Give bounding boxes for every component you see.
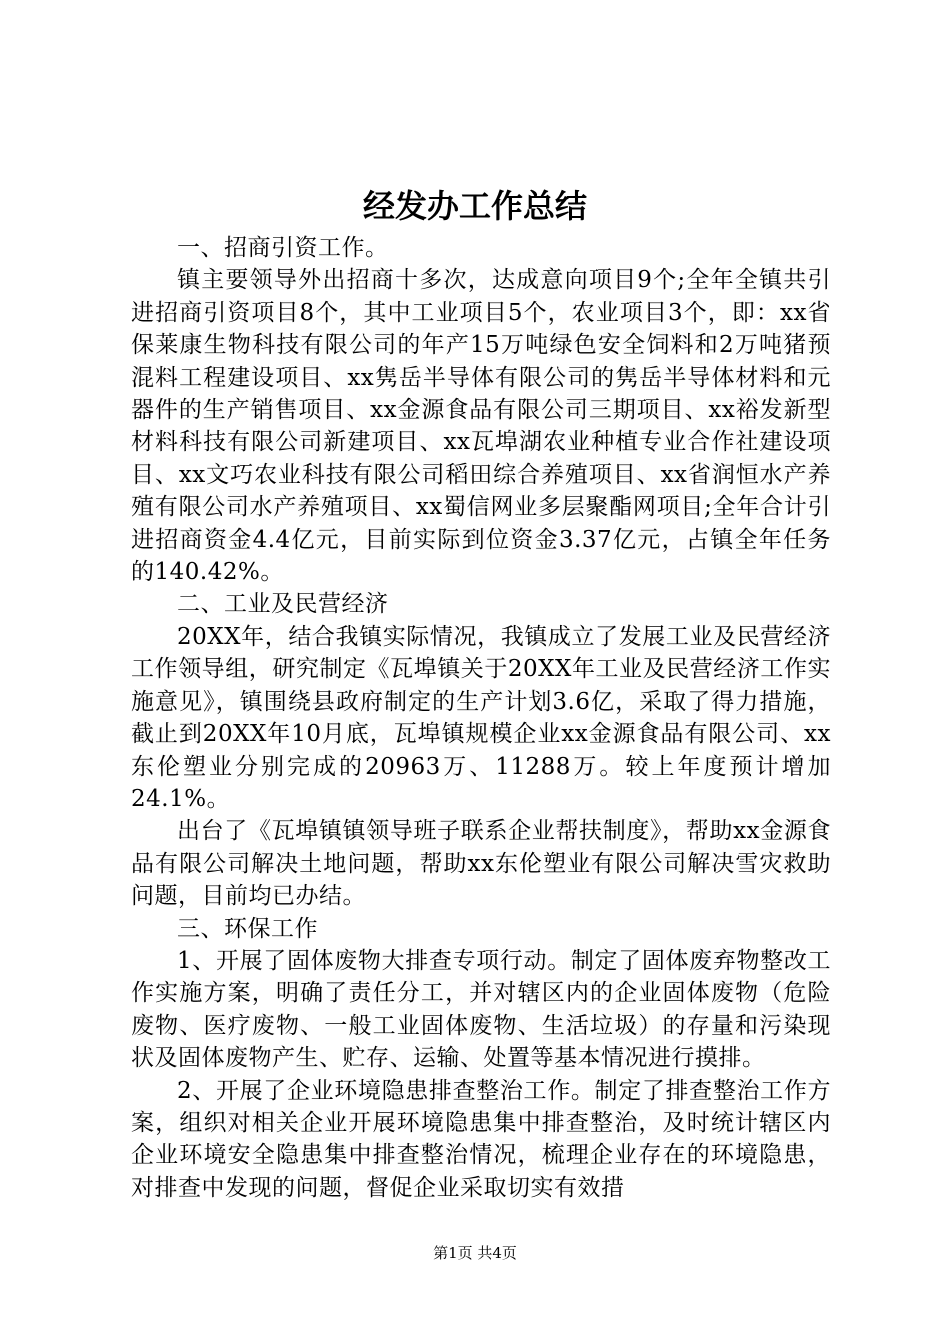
paragraph: 出台了《瓦埠镇镇领导班子联系企业帮扶制度》，帮助xx金源食品有限公司解决土地问题，帮助xx东伦塑业有限公司解决雪灾救助问题，目前均已办结。 (131, 818, 831, 910)
document-title: 经发办工作总结 (362, 187, 587, 225)
page-footer: 第1页 共4页 (433, 1244, 517, 1262)
section-heading: 三、环保工作 (177, 915, 318, 942)
section-heading: 二、工业及民营经济 (177, 591, 389, 618)
document-body (131, 232, 831, 1204)
section-heading: 一、招商引资工作。 (177, 235, 389, 261)
paragraph: 镇主要领导外出招商十多次，达成意向项目9个;全年全镇共引进招商引资项目8个，其中工业项目5个，农业项目3个，即：xx省保莱康生物科技有限公司的年产15万吨绿色安全饲料和2万吨猪预混料工程建设项目、xx隽岳半导体有限公司的隽岳半导体材料和元器件的生产销售项目、xx金源食品有限公司三期项目、xx裕发新型材料科技有限公司新建项目、xx瓦埠湖农业种植专业合作社建设项目、xx文巧农业科技有限公司稻田综合养殖项目、xx省润恒水产养殖有限公司水产养殖项目、xx蜀信网业多层聚酯网项目;全年合计引进招商资金4.4亿元，目前实际到位资金3.37亿元，占镇全年任务的140.42%。 (131, 267, 831, 586)
paragraph: 2、开展了企业环境隐患排查整治工作。制定了排查整治工作方案，组织对相关企业开展环境隐患集中排查整治，及时统计辖区内企业环境安全隐患集中排查整治情况，梳理企业存在的环境隐患，对排查中发现的问题，督促企业采取切实有效措 (131, 1077, 831, 1201)
paragraph: 1、开展了固体废物大排查专项行动。制定了固体废弃物整改工作实施方案，明确了责任分工，并对辖区内的企业固体废物（危险废物、医疗废物、一般工业固体废物、生活垃圾）的存量和污染现状及固体废物产生、贮存、运输、处置等基本情况进行摸排。 (131, 947, 831, 1072)
paragraph: 20XX年，结合我镇实际情况，我镇成立了发展工业及民营经济工作领导组，研究制定《瓦埠镇关于20XX年工业及民营经济工作实施意见》，镇围绕县政府制定的生产计划3.6亿，采取了得力措施，截止到20XX年10月底，瓦埠镇规模企业xx金源食品有限公司、xx东伦塑业分别完成的20963万、11288万。较上年度预计增加24.1%。 (131, 623, 831, 812)
